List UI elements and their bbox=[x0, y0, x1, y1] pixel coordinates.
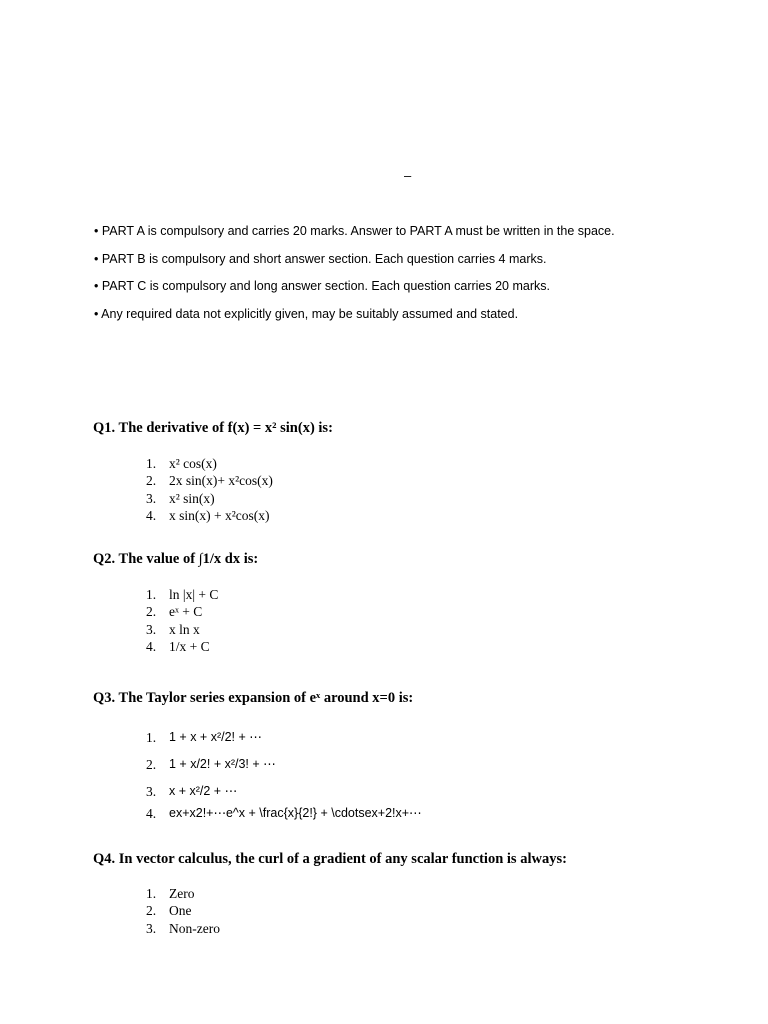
option-text: x ln x bbox=[169, 621, 200, 637]
option-item[interactable]: 2. 1 + x/2! + x²/3! + ⋯ bbox=[146, 756, 276, 772]
question-3-suffix: around x=0 is: bbox=[323, 690, 414, 706]
option-text: x sin(x) + x²cos(x) bbox=[169, 507, 270, 523]
option-text: 1 + x/2! + x²/3! + ⋯ bbox=[169, 756, 276, 771]
option-item[interactable]: 3. x + x²/2 + ⋯ bbox=[146, 783, 238, 799]
question-2-title bbox=[93, 551, 258, 568]
question-2-expression: ∫1/x dx bbox=[198, 551, 241, 567]
instruction-line: • PART C is compulsory and long answer section. Each question carries 20 marks. bbox=[94, 279, 550, 293]
option-item[interactable]: 4. ex+x2!+⋯e^x + \frac{x}{2!} + \cdotsex+2!x+⋯ bbox=[146, 805, 422, 821]
option-text: 1 + x + x²/2! + ⋯ bbox=[169, 729, 262, 744]
question-1-function: f(x) = x² sin(x) bbox=[227, 420, 315, 436]
question-1-options bbox=[146, 455, 273, 524]
option-text: ex+x2!+⋯e^x + \frac{x}{2!} + \cdotsex+2!x+⋯ bbox=[169, 805, 422, 820]
option-text: One bbox=[169, 903, 192, 919]
option-text: x² cos(x) bbox=[169, 456, 217, 471]
option-item[interactable]: 3. x ln x bbox=[146, 621, 200, 637]
question-3-options bbox=[146, 724, 422, 822]
option-item[interactable]: 1. x² cos(x) bbox=[146, 456, 217, 471]
option-item[interactable]: 1. ln |x| + C bbox=[146, 587, 219, 602]
option-item[interactable]: 1. Zero bbox=[146, 886, 195, 901]
option-item[interactable]: 1. 1 + x + x²/2! + ⋯ bbox=[146, 729, 262, 745]
question-2-options bbox=[146, 586, 218, 655]
instruction-line: • PART A is compulsory and carries 20 marks. Answer to PART A must be written in the space. bbox=[94, 224, 615, 238]
option-item[interactable]: 4. x sin(x) + x²cos(x) bbox=[146, 507, 270, 523]
option-item[interactable]: 3. x² sin(x) bbox=[146, 490, 215, 506]
instruction-line: • PART B is compulsory and short answer section. Each question carries 4 marks. bbox=[94, 251, 547, 266]
option-item[interactable]: 3. Non-zero bbox=[146, 920, 220, 936]
option-item[interactable]: 2. One bbox=[146, 903, 192, 919]
question-4-options bbox=[146, 885, 220, 937]
header-dash: – bbox=[404, 168, 412, 183]
instructions-list bbox=[94, 222, 734, 332]
option-item[interactable]: 2. 2x sin(x)+ x²cos(x) bbox=[146, 473, 273, 489]
question-1-suffix: is: bbox=[318, 420, 333, 436]
option-text: x² sin(x) bbox=[169, 490, 215, 506]
question-2-label: Q2. The value of bbox=[93, 551, 196, 567]
question-3-label: Q3. The Taylor series expansion of bbox=[93, 690, 306, 706]
option-text: 1/x + C bbox=[169, 638, 210, 654]
option-item[interactable]: 4. 1/x + C bbox=[146, 638, 210, 654]
option-item[interactable]: 2. eˣ + C bbox=[146, 604, 203, 620]
question-3-title bbox=[93, 690, 413, 707]
option-text: Zero bbox=[169, 886, 195, 901]
option-text: 2x sin(x)+ x²cos(x) bbox=[169, 473, 273, 489]
option-text: x + x²/2 + ⋯ bbox=[169, 783, 238, 798]
instruction-line: • Any required data not explicitly given, may be suitably assumed and stated. bbox=[94, 306, 519, 321]
question-3-expression: eˣ bbox=[309, 690, 321, 706]
question-4-title: Q4. In vector calculus, the curl of a gradient of any scalar function is always: bbox=[93, 851, 567, 867]
question-2-suffix: is: bbox=[243, 551, 259, 567]
option-text: ln |x| + C bbox=[169, 587, 219, 602]
question-1-title bbox=[93, 420, 333, 437]
question-1-label: Q1. The derivative of bbox=[93, 420, 225, 436]
option-text: eˣ + C bbox=[169, 604, 203, 620]
option-text: Non-zero bbox=[169, 920, 220, 936]
